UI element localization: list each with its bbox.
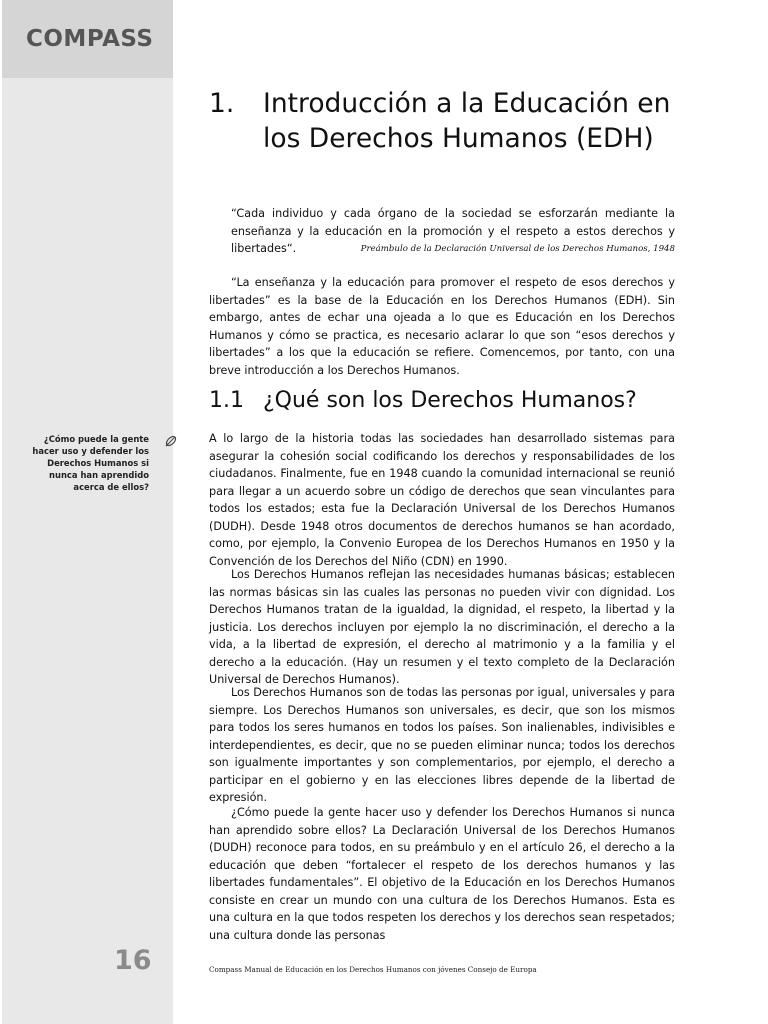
margin-note: ¿Cómo puede la gente hacer uso y defender los Derechos Humanos si nunca han aprendido acerca de ellos? — [32, 434, 149, 492]
epigraph-quote: “Cada individuo y cada órgano de la sociedad se esforzarán mediante la enseñanza y la educación en la promoción y el respeto a estos derechos y libertades“. — [231, 207, 675, 255]
logo-box — [2, 0, 173, 78]
section-number: 1.1 — [209, 388, 244, 413]
body-paragraph: A lo largo de la historia todas las sociedades han desarrollado sistemas para asegurar la cohesión social codificando los derechos y responsabilidades de los ciudadanos. Finalmente, fue en 1948 cuando la comunidad internacional se reunió para llegar a un acuerdo sobre un código de derechos que sean vinculantes para todos los estados; esta fue la Declaración Universal de los Derechos Humanos (DUDH). Desde 1948 otros documentos de derechos humanos se han acordado, como, por ejemplo, la Convenio Europea de los Derechos Humanos en 1950 y la Convención de los Derechos del Niño (CDN) en 1990. — [209, 432, 675, 568]
compass-logo: COMPASS — [26, 26, 154, 52]
section-title-text: ¿Qué son los Derechos Humanos? — [263, 388, 637, 413]
chapter-number: 1. — [209, 88, 235, 119]
chapter-title-text: Introducción a la Educación en los Derechos Humanos (EDH) — [263, 88, 671, 154]
body-paragraph: Los Derechos Humanos son de todas las personas por igual, universales y para siempre. Los Derechos Humanos son universales, es decir, que son los mismos para todos los seres humanos en todos los países. Son inalienables, indivisibles e interdependientes, es decir, que no se pueden eliminar nunca; todos los derechos son igualmente importantes y son complementarios, por ejemplo, el derecho a participar en el gobierno y en las elecciones libres depende de la libertad de expresión. — [209, 686, 675, 804]
quote-attribution: Preámbulo de la Declaración Universal de los Derechos Humanos, 1948 — [360, 244, 675, 254]
page-number: 16 — [114, 945, 152, 976]
sidebar — [2, 0, 173, 1024]
body-paragraph: Los Derechos Humanos reflejan las necesidades humanas básicas; establecen las normas básicas sin las cuales las personas no pueden vivir con dignidad. Los Derechos Humanos tratan de la igualdad, la dignidad, el respeto, la libertad y la justicia. Los derechos incluyen por ejemplo la no discriminación, el derecho a la vida, a la libertad de expresión, el derecho al matrimonio y a la familia y el derecho a la educación. (Hay un resumen y el texto completo de la Declaración Universal de Derechos Humanos). — [209, 568, 675, 686]
pen-icon — [164, 434, 178, 448]
body-paragraph: ¿Cómo puede la gente hacer uso y defender los Derechos Humanos si nunca han aprendido sobre ellos? La Declaración Universal de los Derechos Humanos (DUDH) reconoce para todos, en su preámbulo y en el artículo 26, el derecho a la educación que deben “fortalecer el respeto de los derechos humanos y las libertades fundamentales”. El objetivo de la Educación en los Derechos Humanos consiste en crear un mundo con una cultura de los Derechos Humanos. Esta es una cultura en la que todos respeten los derechos y los derechos sean respetados; una cultura donde las personas — [209, 806, 675, 942]
intro-paragraph: “La enseñanza y la educación para promover el respeto de esos derechos y libertades” es la base de la Educación en los Derechos Humanos (EDH). Sin embargo, antes de echar una ojeada a lo que es Educación en los Derechos Humanos y cómo se practica, es necesario aclarar lo que son “esos derechos y libertades” a los que la educación se refiere. Comencemos, por tanto, con una breve introducción a los Derechos Humanos. — [209, 276, 675, 377]
page-footer: Compass Manual de Educación en los Derechos Humanos con jóvenes Consejo de Europa — [209, 965, 537, 974]
